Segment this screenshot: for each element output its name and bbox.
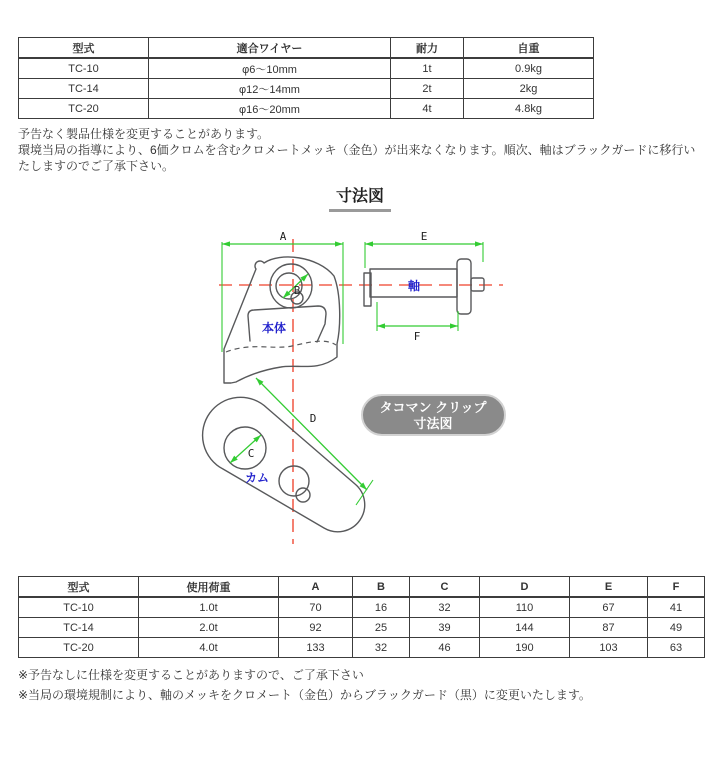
- column-header: D: [480, 577, 570, 598]
- table-row: [19, 597, 705, 618]
- table-cell: TC-10: [19, 597, 139, 618]
- table-cell: 46: [410, 638, 480, 658]
- table-cell: φ12～14mm: [149, 79, 391, 99]
- table-row: [19, 618, 705, 638]
- table-cell: 4t: [391, 99, 464, 119]
- table-row: [19, 99, 594, 119]
- notes-bottom: [18, 665, 702, 705]
- table-cell: 4.8kg: [464, 99, 594, 119]
- table-cell: 32: [353, 638, 410, 658]
- table-cell: 32: [410, 597, 480, 618]
- table-cell: 49: [648, 618, 705, 638]
- dim-label-e: E: [420, 230, 428, 243]
- column-header: A: [279, 577, 353, 598]
- column-header: 適合ワイヤー: [149, 38, 391, 59]
- column-header: B: [353, 577, 410, 598]
- table-cell: 110: [480, 597, 570, 618]
- badge-line1: タコマン クリップ: [379, 400, 487, 415]
- table-cell: 63: [648, 638, 705, 658]
- dim-label-d: D: [309, 412, 317, 425]
- table-cell: 41: [648, 597, 705, 618]
- diagram-badge: [362, 395, 505, 435]
- table-cell: 67: [570, 597, 648, 618]
- dim-label-f: F: [413, 330, 421, 343]
- table-cell: φ6～10mm: [149, 58, 391, 79]
- shaft-label: 軸: [407, 279, 421, 293]
- dim-label-a: A: [279, 230, 287, 243]
- table-cell: 4.0t: [139, 638, 279, 658]
- cam-drawing: [203, 397, 365, 531]
- table-cell: φ16～20mm: [149, 99, 391, 119]
- table-cell: 2t: [391, 79, 464, 99]
- table-cell: 70: [279, 597, 353, 618]
- table-row: [19, 638, 705, 658]
- column-header: E: [570, 577, 648, 598]
- table-cell: 0.9kg: [464, 58, 594, 79]
- body-drawing: [224, 257, 340, 383]
- column-header: F: [648, 577, 705, 598]
- dimension-diagram: [0, 214, 720, 570]
- column-header: 型式: [19, 38, 149, 59]
- column-header: C: [410, 577, 480, 598]
- column-header: 使用荷重: [139, 577, 279, 598]
- table-row: [19, 58, 594, 79]
- table-cell: 2.0t: [139, 618, 279, 638]
- table-cell: TC-14: [19, 618, 139, 638]
- column-header: 型式: [19, 577, 139, 598]
- table-cell: 16: [353, 597, 410, 618]
- table-cell: 103: [570, 638, 648, 658]
- spec-table: [18, 37, 594, 119]
- table-cell: 133: [279, 638, 353, 658]
- table-cell: TC-20: [19, 638, 139, 658]
- note-line: ※予告なしに仕様を変更することがありますので、ご了承下さい: [18, 668, 364, 682]
- table-cell: TC-20: [19, 99, 149, 119]
- table-cell: 87: [570, 618, 648, 638]
- dimension-lines: [222, 242, 483, 505]
- dim-label-c: C: [247, 447, 255, 460]
- note-line: ※当局の環境規制により、軸のメッキをクロメート（金色）からブラックガード（黒）に変更いたします。: [18, 688, 591, 702]
- table-cell: 1t: [391, 58, 464, 79]
- column-header: 耐力: [391, 38, 464, 59]
- shaft-drawing: [364, 259, 484, 314]
- note-line: 環境当局の指導により、6価クロムを含むクロメートメッキ（金色）が出来なくなります。順次、軸はブラックガードに移行いたしますのでご了承下さい。: [18, 143, 696, 173]
- cam-label: カム: [244, 471, 270, 485]
- page: [0, 37, 720, 757]
- figure-title-text: 寸法図: [335, 188, 384, 205]
- dim-label-b: B: [293, 284, 301, 297]
- table-row: [19, 79, 594, 99]
- dimensions-table: [18, 576, 705, 658]
- table-cell: 190: [480, 638, 570, 658]
- table-cell: 144: [480, 618, 570, 638]
- table-cell: 92: [279, 618, 353, 638]
- table-cell: TC-14: [19, 79, 149, 99]
- table-cell: 25: [353, 618, 410, 638]
- column-header: 自重: [464, 38, 594, 59]
- notes-top: [18, 126, 702, 174]
- table-cell: 39: [410, 618, 480, 638]
- title-underline: [329, 209, 391, 212]
- badge-line2: 寸法図: [413, 416, 453, 431]
- figure-title: [0, 183, 720, 212]
- body-label: 本体: [261, 321, 287, 335]
- table-cell: TC-10: [19, 58, 149, 79]
- table-cell: 2kg: [464, 79, 594, 99]
- note-line: 予告なく製品仕様を変更することがあります。: [18, 127, 270, 141]
- table-cell: 1.0t: [139, 597, 279, 618]
